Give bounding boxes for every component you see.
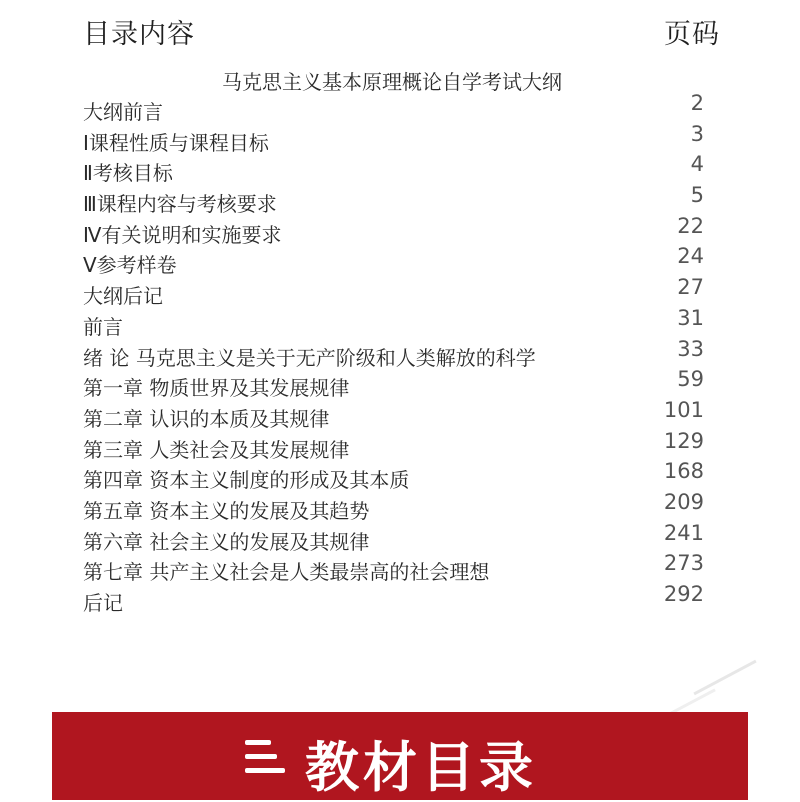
toc-entry-page: 22 [677, 213, 704, 238]
toc-entry-title: 第四章 资本主义制度的形成及其本质 [83, 468, 410, 493]
toc-row [0, 553, 800, 584]
toc-entry-page: 31 [677, 305, 704, 330]
toc-list [0, 93, 800, 615]
toc-entry-title: 前言 [83, 314, 123, 339]
toc-entry-page: 241 [663, 520, 704, 545]
toc-entry-title: 第三章 人类社会及其发展规律 [83, 437, 350, 462]
toc-row [0, 489, 800, 523]
toc-row [0, 213, 800, 247]
toc-row [0, 336, 800, 370]
toc-entry-page: 2 [690, 91, 704, 115]
toc-entry-page: 273 [663, 551, 704, 576]
toc-entry-title: 第六章 社会主义的发展及其规律 [83, 529, 370, 554]
banner-label: 教材目录 [305, 736, 537, 799]
toc-entry-page: 27 [677, 275, 704, 300]
toc-entry-page: 24 [677, 244, 704, 269]
toc-row [0, 461, 800, 492]
decorative-streak [693, 660, 756, 696]
toc-row [0, 369, 800, 400]
toc-entry-title: 绪 论 马克思主义是关于无产阶级和人类解放的科学 [83, 345, 536, 370]
toc-entry-page: 5 [690, 183, 704, 208]
toc-row [0, 246, 800, 277]
toc-entry-title: 后记 [83, 591, 123, 615]
toc-entry-page: 4 [690, 152, 704, 177]
toc-header-page: 页码 [664, 19, 720, 50]
toc-row [0, 121, 800, 155]
three-lines-icon [245, 740, 285, 776]
toc-entry-page: 59 [677, 367, 704, 392]
toc-entry-page: 101 [663, 397, 704, 422]
toc-entry-title: Ⅴ参考样卷 [83, 253, 177, 278]
toc-row [0, 520, 800, 554]
toc-entry-page: 129 [663, 428, 704, 453]
toc-row [0, 428, 800, 462]
toc-entry-title: Ⅳ有关说明和实施要求 [83, 222, 282, 247]
toc-entry-title: Ⅰ课程性质与课程目标 [83, 130, 269, 155]
toc-entry-page: 209 [663, 489, 704, 514]
toc-row [0, 397, 800, 431]
toc-entry-title: 第一章 物质世界及其发展规律 [83, 376, 350, 401]
toc-row [0, 154, 800, 185]
toc-header-contents: 目录内容 [83, 19, 195, 50]
toc-entry-title: 第五章 资本主义的发展及其趋势 [83, 498, 370, 523]
toc-entry-title: 第七章 共产主义社会是人类最崇高的社会理想 [83, 560, 490, 585]
toc-entry-title: 大纲前言 [83, 100, 163, 124]
toc-row [0, 277, 800, 308]
toc-entry-page: 292 [663, 582, 704, 606]
toc-entry-page: 3 [690, 121, 704, 146]
syllabus-subtitle: 马克思主义基本原理概论自学考试大纲 [222, 70, 562, 94]
toc-row [0, 305, 800, 339]
toc-entry-title: Ⅱ考核目标 [83, 161, 173, 186]
toc-entry-title: 大纲后记 [83, 284, 163, 309]
toc-row [0, 185, 800, 216]
toc-row [0, 584, 800, 615]
toc-entry-page: 33 [677, 336, 704, 361]
toc-entry-page: 168 [663, 459, 704, 484]
toc-row [0, 93, 800, 124]
toc-entry-title: Ⅲ课程内容与考核要求 [83, 192, 277, 217]
toc-entry-title: 第二章 认识的本质及其规律 [83, 406, 330, 431]
